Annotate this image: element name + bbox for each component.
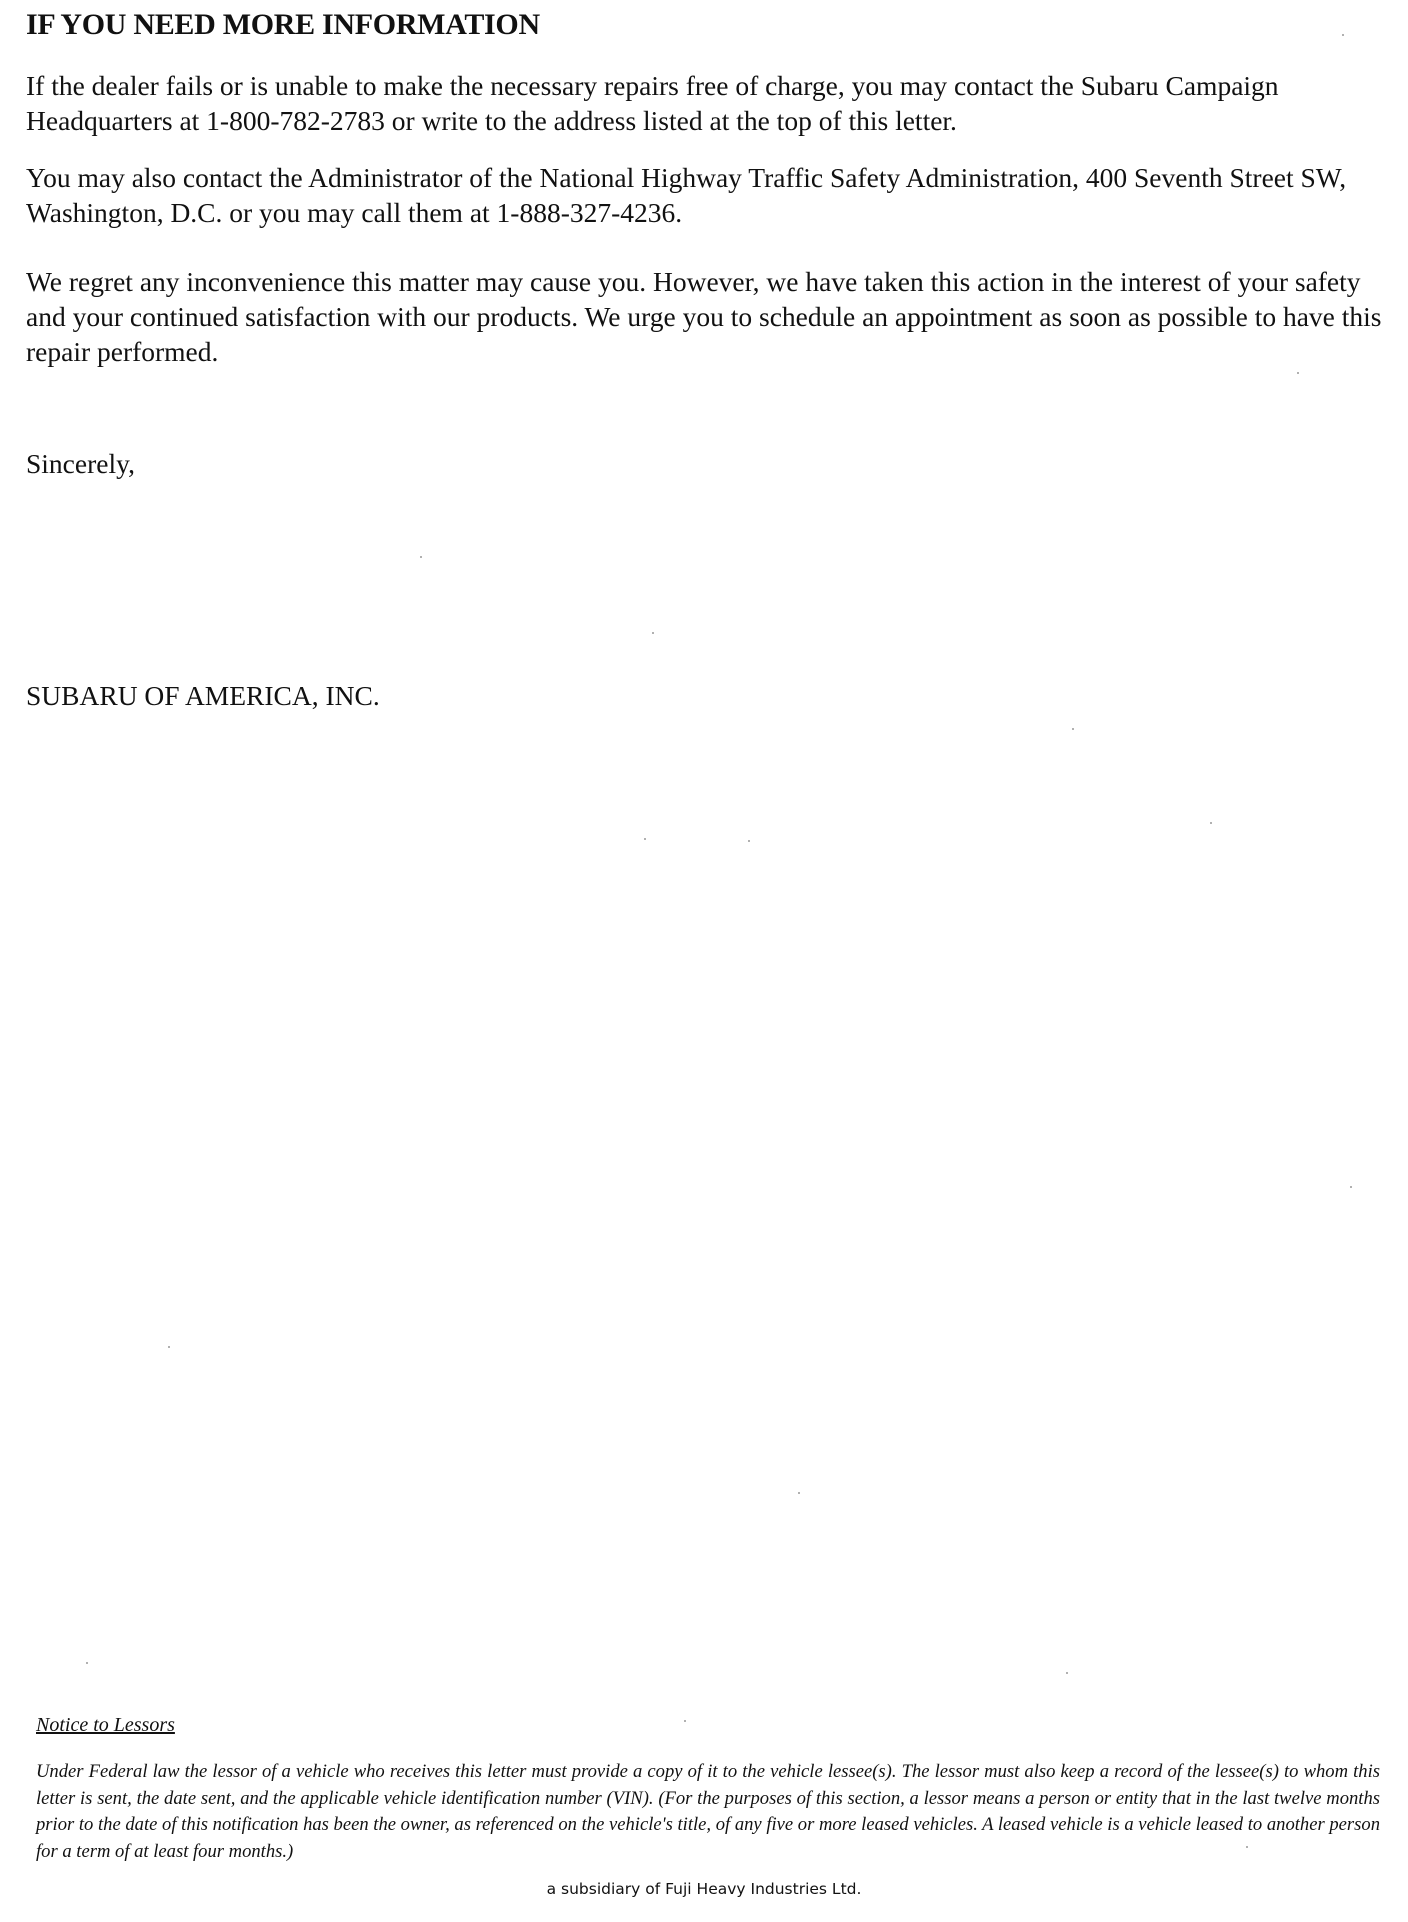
nhtsa-contact-paragraph: You may also contact the Administrator of the National Highway Traffic Safety Administration, 400 Seventh Street SW, Washington, D.C. or you may call them at 1-888-327-4236. [26,162,1347,228]
subsidiary-footer: a subsidiary of Fuji Heavy Industries Ltd. [546,1880,862,1898]
scan-speck [86,1662,88,1664]
scan-speck [1297,372,1299,374]
scan-speck [1066,1672,1068,1674]
contact-headquarters-paragraph: If the dealer fails or is unable to make the necessary repairs free of charge, you may contact the Subaru Campaign Headquarters at 1-800-782-2783 or write to the address listed at the top of this letter. [26,70,1279,136]
scan-speck [644,838,646,840]
closing-salutation: Sincerely, [26,448,135,479]
scan-speck [1246,1846,1248,1848]
scan-speck [420,556,422,558]
scan-speck [1072,728,1074,730]
apology-paragraph: We regret any inconvenience this matter may cause you. However, we have taken this action in the interest of your safety and your continued satisfaction with our products. We urge you to schedule an appointment as soon as possible to have this repair performed. [26,266,1382,367]
scan-speck [684,1720,686,1722]
scan-speck [1350,1186,1352,1188]
section-heading: IF YOU NEED MORE INFORMATION [26,8,540,41]
scan-speck [652,632,654,634]
notice-body: Under Federal law the lessor of a vehicle who receives this letter must provide a copy of it to the vehicle lessee(s). The lessor must also keep a record of the lessee(s) to whom this letter is sent, the date sent, and the applicable vehicle identification number (VIN). (For the purposes of this section, a lessor means a person or entity that in the last twelve months prior to the date of this notification has been the owner, as referenced on the vehicle's title, of any five or more leased vehicles. A leased vehicle is a vehicle leased to another person for a term of at least four months.) [36,1761,1380,1862]
notice-title: Notice to Lessors [36,1714,175,1736]
scan-speck [798,1492,800,1494]
scan-speck [1210,822,1212,824]
company-signatory: SUBARU OF AMERICA, INC. [26,680,380,711]
scan-speck [1342,34,1344,36]
scan-speck [748,840,750,842]
scan-speck [168,1346,170,1348]
